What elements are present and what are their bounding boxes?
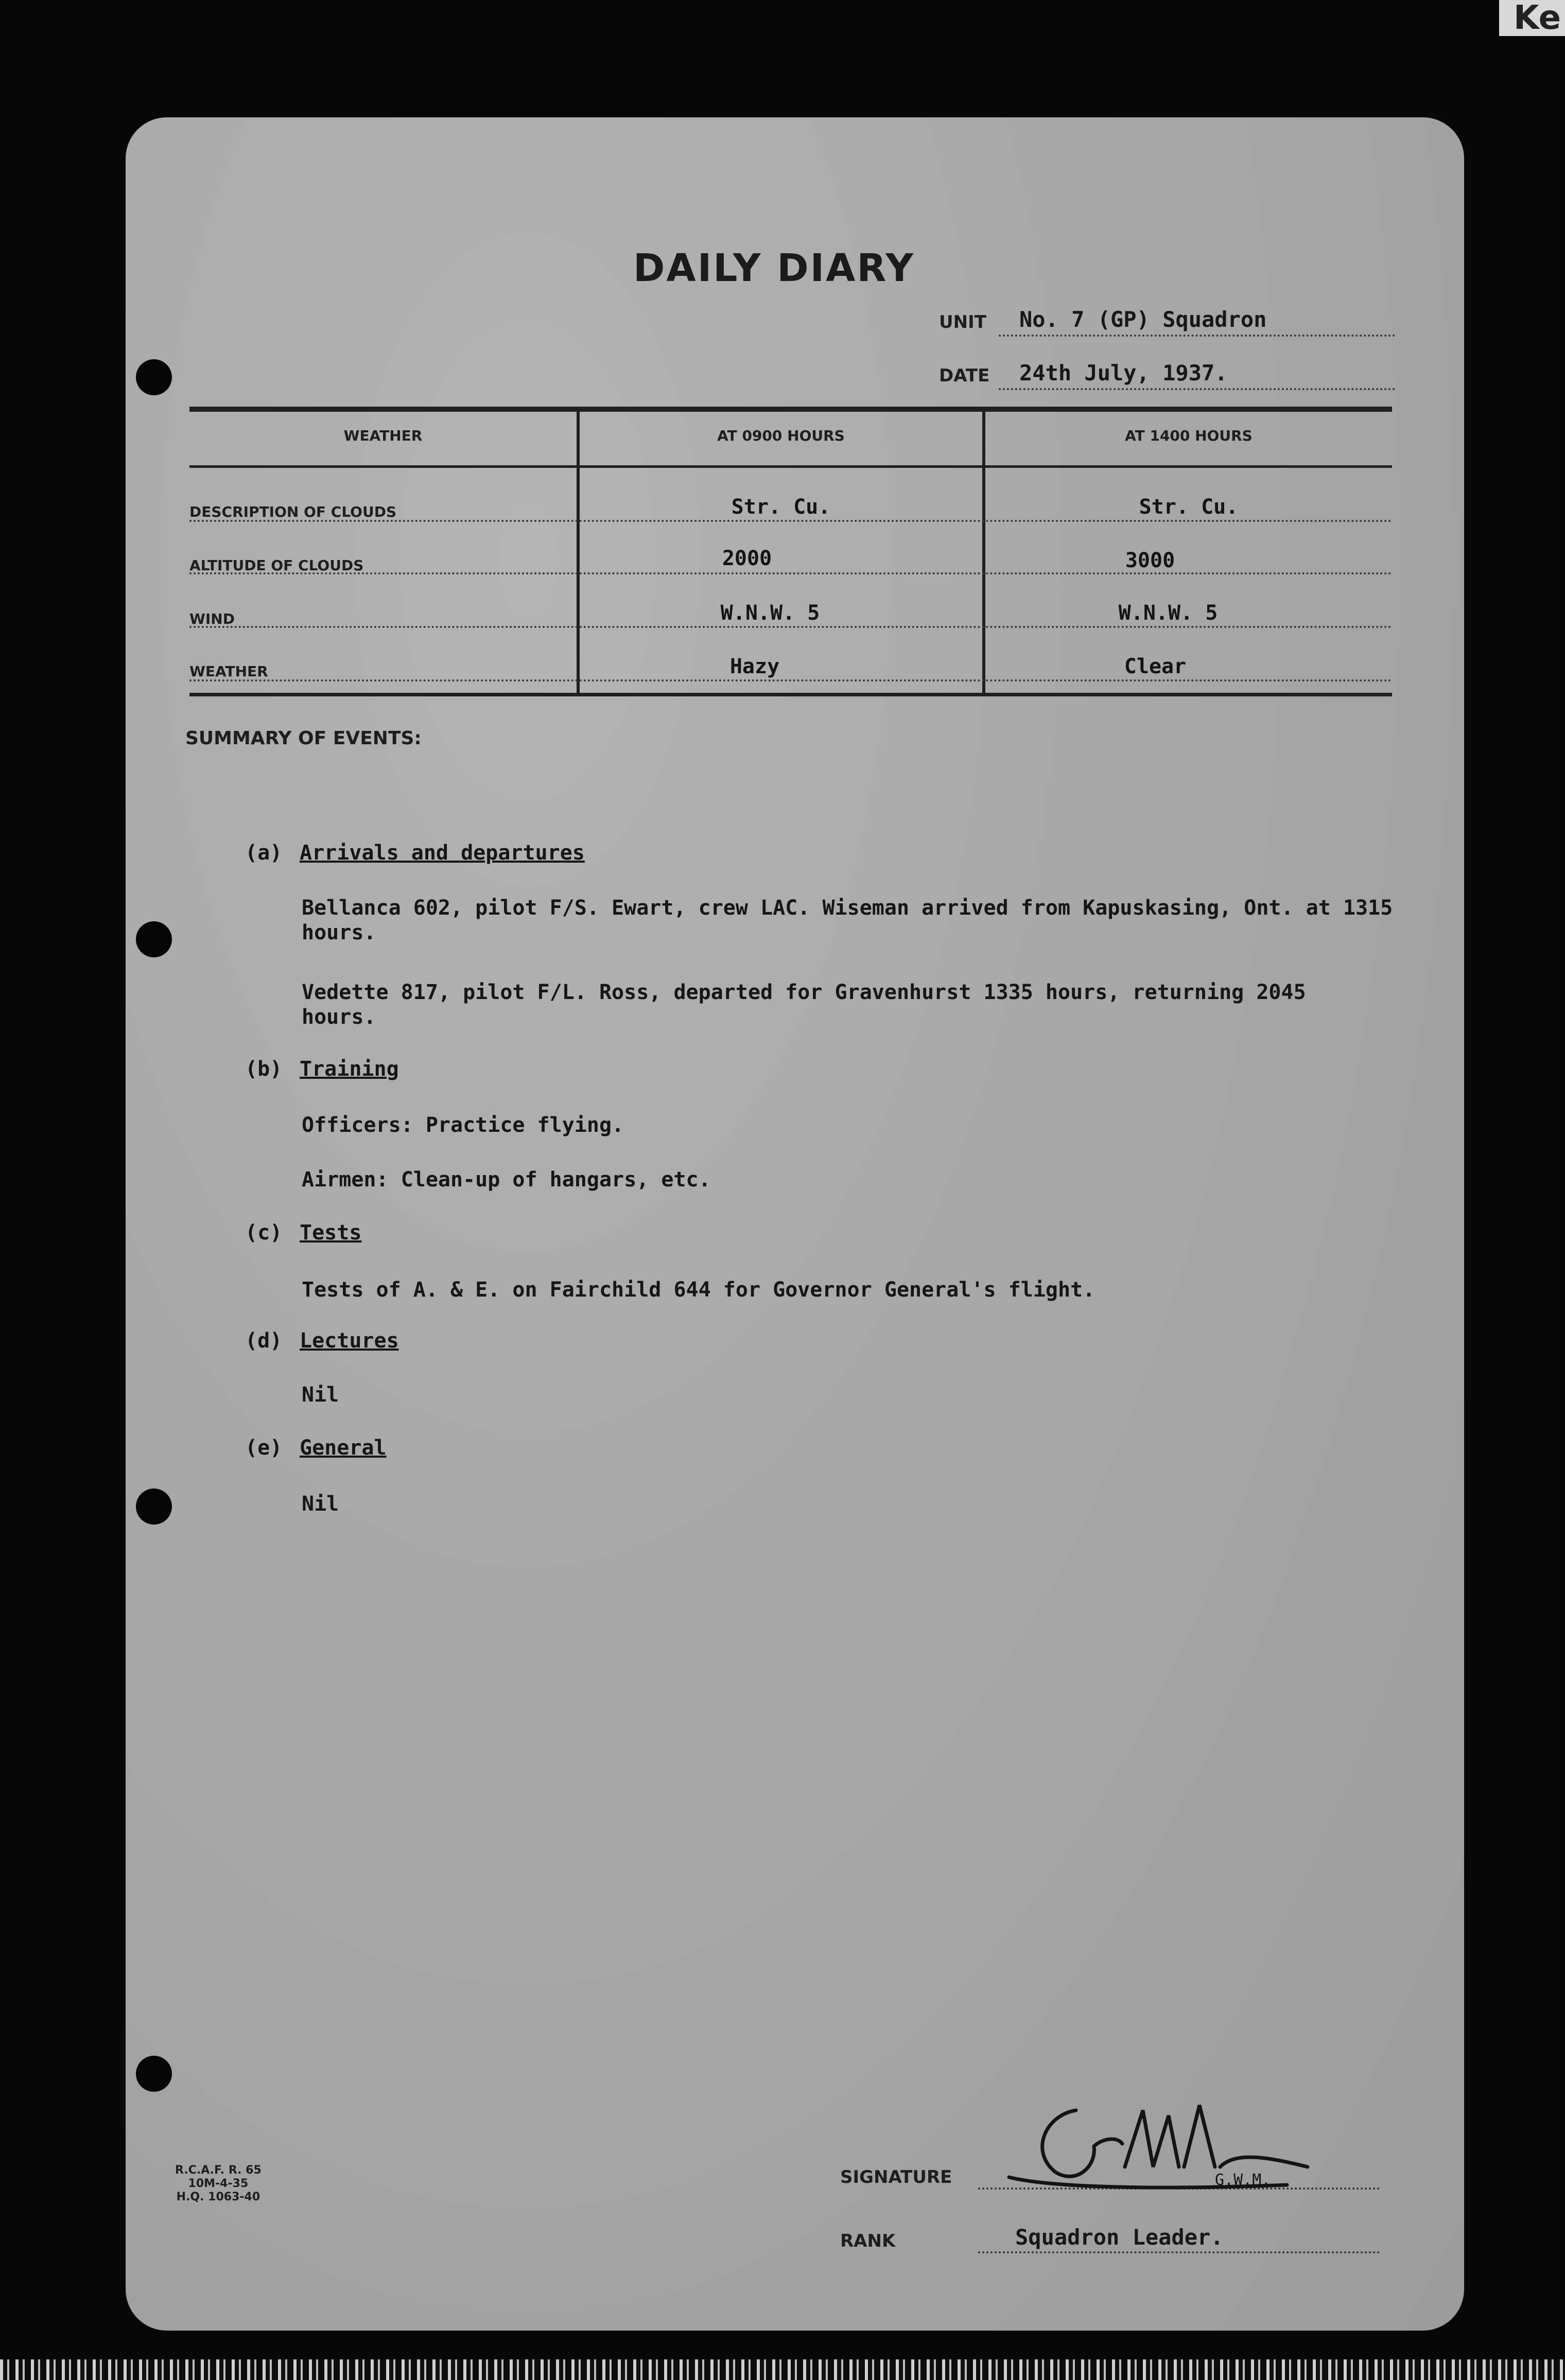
punch-hole [136,359,172,395]
arrivals-paragraph-1: Bellanca 602, pilot F/S. Ewart, crew LAC. Wiseman arrived from Kapuskasing, Ont. at 1315 hours. [302,896,1393,944]
row-label-altitude-of-clouds: ALTITUDE OF CLOUDS [189,557,364,574]
table-header-0900: AT 0900 HOURS [717,427,845,444]
section-letter-a: (a) [245,841,283,865]
corner-mark: Ke [1499,0,1565,36]
rank-value: Squadron Leader. [1015,2225,1224,2250]
signature-mark [999,2090,1328,2193]
row-label-wind: WIND [189,610,235,627]
training-airmen: Airmen: Clean-up of hangars, etc. [302,1168,711,1192]
section-letter-b: (b) [245,1057,283,1081]
row-dotline [189,520,1392,522]
cell-clouds-0900: Str. Cu. [731,495,831,519]
cell-altitude-1400: 3000 [1125,549,1175,572]
date-dotline [999,388,1395,390]
section-title-tests: Tests [300,1221,362,1245]
cell-weather-1400: Clear [1124,655,1187,678]
form-ref-line: 10M-4-35 [188,2177,249,2190]
rank-label: RANK [840,2231,896,2251]
film-edge-strip [0,2359,1565,2380]
arrivals-paragraph-2: Vedette 817, pilot F/L. Ross, departed for Gravenhurst 1335 hours, returning 2045 hours. [302,981,1306,1029]
cell-wind-1400: W.N.W. 5 [1118,601,1218,625]
table-top-rule [189,407,1392,412]
cell-wind-0900: W.N.W. 5 [720,601,820,625]
unit-dotline [999,335,1395,337]
row-label-description-of-clouds: DESCRIPTION OF CLOUDS [189,503,397,520]
row-label-weather: WEATHER [189,663,268,680]
row-dotline [189,572,1392,574]
general-paragraph: Nil [302,1492,339,1516]
row-dotline [189,679,1392,681]
unit-label: UNIT [939,312,986,332]
signature-scribble [999,2090,1328,2193]
date-value: 24th July, 1937. [1019,360,1228,386]
table-bottom-rule [189,693,1392,696]
rank-dotline [978,2251,1380,2253]
form-reference [175,2164,262,2204]
table-header-weather: WEATHER [343,427,423,444]
section-letter-e: (e) [245,1436,283,1460]
table-header-rule [189,465,1392,468]
lectures-paragraph: Nil [302,1383,339,1407]
unit-value: No. 7 (GP) Squadron [1019,307,1267,332]
form-ref-line: H.Q. 1063-40 [176,2191,260,2203]
section-letter-d: (d) [245,1329,283,1353]
section-title-general: General [300,1436,387,1460]
punch-hole [136,1489,172,1525]
signature-label: SIGNATURE [840,2167,952,2188]
tests-paragraph: Tests of A. & E. on Fairchild 644 for Governor General's flight. [302,1278,1096,1302]
date-label: DATE [939,365,990,386]
table-header-1400: AT 1400 HOURS [1125,427,1253,444]
summary-heading: SUMMARY OF EVENTS: [185,728,422,749]
training-officers: Officers: Practice flying. [302,1113,624,1137]
svg-text:G.W.M.: G.W.M. [1215,2171,1271,2189]
form-ref-line: R.C.A.F. R. 65 [175,2164,262,2177]
section-title-lectures: Lectures [300,1329,399,1353]
section-letter-c: (c) [245,1221,283,1245]
section-title-training: Training [300,1057,399,1081]
cell-weather-0900: Hazy [729,655,780,678]
punch-hole [136,921,172,957]
section-title-arrivals: Arrivals and departures [300,841,585,865]
cell-clouds-1400: Str. Cu. [1139,495,1239,519]
cell-altitude-0900: 2000 [722,547,772,570]
page-title: DAILY DIARY [633,246,915,290]
punch-hole [136,2056,172,2092]
row-dotline [189,626,1392,628]
